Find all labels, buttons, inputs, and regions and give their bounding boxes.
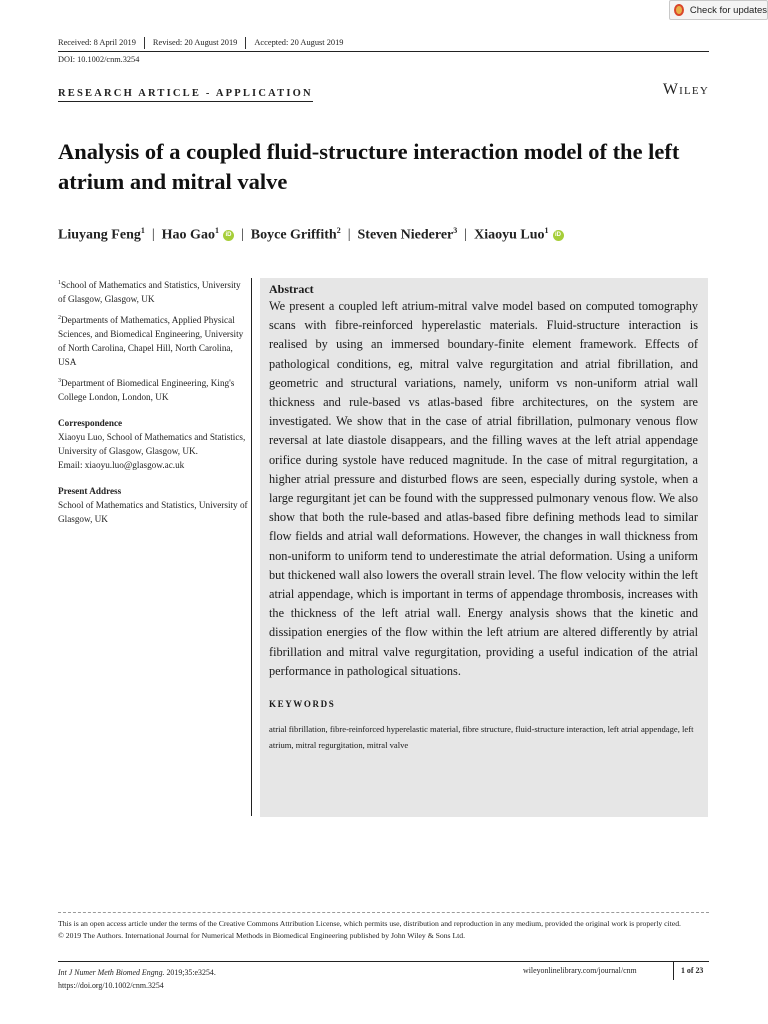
received-date: Received: 8 April 2019 (58, 37, 145, 49)
affiliation: $^2$Departments of Mathematics, Applied Physical Sciences, and Biomedical Engineering, University of North Carolina, Chapel Hill, North Carolina, USA (58, 315, 244, 368)
abstract-body: We present a coupled left atrium-mitral valve model based on computed tomography scans with fibre-reinforced hyperelastic materials. Fluid-structure interaction is realised by using an immersed boundary-finite element framework. Effects of pathological conditions, eg, mitral valve regurgitation and atrial fibrillation, and geometric and structural variations, namely, uniform vs non-uniform atrial wall thickness and rule-based vs atlas-based fibre architectures, on the system are investigated. We show that in the case of atrial fibrillation, pulmonary venous flow reversal at late diastole disappears, and the filling waves at the left atrial appendage orifice during systole have reduced magnitude. In the case of mitral regurgitation, a higher atrial pressure and disturbed flows are seen, especially during systole, when a large regurgitant jet can be found with the suppressed pulmonary venous flow. We also show that both the rule-based and atlas-based fibre defining methods lead to similar flow fields and atrial wall deformations. However, the changes in wall thickness from non-uniform to uniform tend to underestimate the atrial deformation. Using a uniform but thickened wall also lowers the overall strain level. The flow velocity within the left atrial appendage, which is important in terms of appendage thrombosis, increases with the thickness of the left atrial wall. Energy analysis shows that the kinetic and dissipation energies of the flow within the left atrium are altered differently by atrial fibrillation and mitral valve regurgitation, providing a useful indication of the atrial performance in pathological situations. (269, 299, 698, 678)
keywords-list: atrial fibrillation, fibre-reinforced hyperelastic material, fibre structure, fluid-structure interaction, left atrial appendage, left atrium, mitral regurgitation, mitral valve (269, 724, 694, 750)
author-name[interactable]: Liuyang Feng$^1$ (58, 226, 145, 243)
abstract-heading: Abstract (269, 282, 314, 296)
column-divider (251, 278, 252, 816)
license-notice (58, 918, 709, 942)
publisher-logo: Wiley (662, 81, 709, 98)
journal-abbrev: Int J Numer Meth Biomed Engng. (58, 968, 165, 977)
page-number-divider (673, 962, 674, 980)
journal-website-link[interactable]: wileyonlinelibrary.com/journal/cnm (523, 966, 637, 975)
author-separator: | (151, 226, 155, 242)
accepted-date: Accepted: 20 August 2019 (254, 38, 344, 47)
article-type-label: RESEARCH ARTICLE - APPLICATION (58, 88, 313, 102)
orcid-icon[interactable]: iD (553, 230, 564, 241)
author-list (58, 226, 564, 244)
footer-dashed-divider (58, 912, 709, 913)
correspondence-email[interactable]: Email: xiaoyu.luo@glasgow.ac.uk (58, 460, 185, 471)
affiliation: $^1$School of Mathematics and Statistics, University of Glasgow, Glasgow, UK (58, 280, 241, 305)
revised-date: Revised: 20 August 2019 (145, 37, 246, 49)
doi-link[interactable]: https://doi.org/10.1002/cnm.3254 (58, 981, 164, 990)
abstract-box (260, 278, 708, 817)
orcid-icon[interactable]: iD (223, 230, 234, 241)
article-title: Analysis of a coupled fluid-structure interaction model of the left atrium and mitral valve (58, 139, 680, 194)
author-separator: | (464, 226, 468, 242)
correspondence-heading: Correspondence (58, 418, 123, 429)
header-divider (58, 51, 709, 52)
crossmark-icon (674, 4, 684, 16)
present-address-text: School of Mathematics and Statistics, University of Glasgow, UK (58, 500, 248, 525)
author-separator: | (347, 226, 351, 242)
author-name[interactable]: Steven Niederer$^3$ (357, 226, 458, 243)
check-for-updates-label: Check for updates (689, 4, 767, 16)
license-text: This is an open access article under the terms of the Creative Commons Attribution License, which permits use, distribution and reproduction in any medium, provided the original work is properly cited. (58, 919, 681, 928)
footer-divider (58, 961, 709, 962)
correspondence-text: Xiaoyu Luo, School of Mathematics and Statistics, University of Glasgow, Glasgow, UK. (58, 432, 246, 457)
affiliations-column (58, 276, 248, 526)
copyright-text: © 2019 The Authors. International Journal for Numerical Methods in Biomedical Engineering published by John Wiley & Sons Ltd. (58, 931, 466, 940)
citation-text: 2019;35:e3254. (164, 968, 216, 977)
affiliation: $^3$Department of Biomedical Engineering, King's College London, London, UK (58, 378, 235, 403)
keywords-heading: KEYWORDS (269, 699, 336, 710)
check-for-updates-button[interactable] (669, 0, 768, 20)
author-name[interactable]: Xiaoyu Luo$^1$ iD (474, 226, 563, 244)
article-dates (58, 37, 351, 49)
doi-text[interactable]: DOI: 10.1002/cnm.3254 (58, 55, 140, 64)
page-number: 1 of 23 (681, 966, 704, 975)
author-name[interactable]: Hao Gao$^1$ iD (162, 226, 234, 244)
present-address-heading: Present Address (58, 486, 122, 497)
journal-citation (58, 966, 216, 992)
author-separator: | (240, 226, 244, 242)
author-name[interactable]: Boyce Griffith$^2$ (250, 226, 341, 243)
